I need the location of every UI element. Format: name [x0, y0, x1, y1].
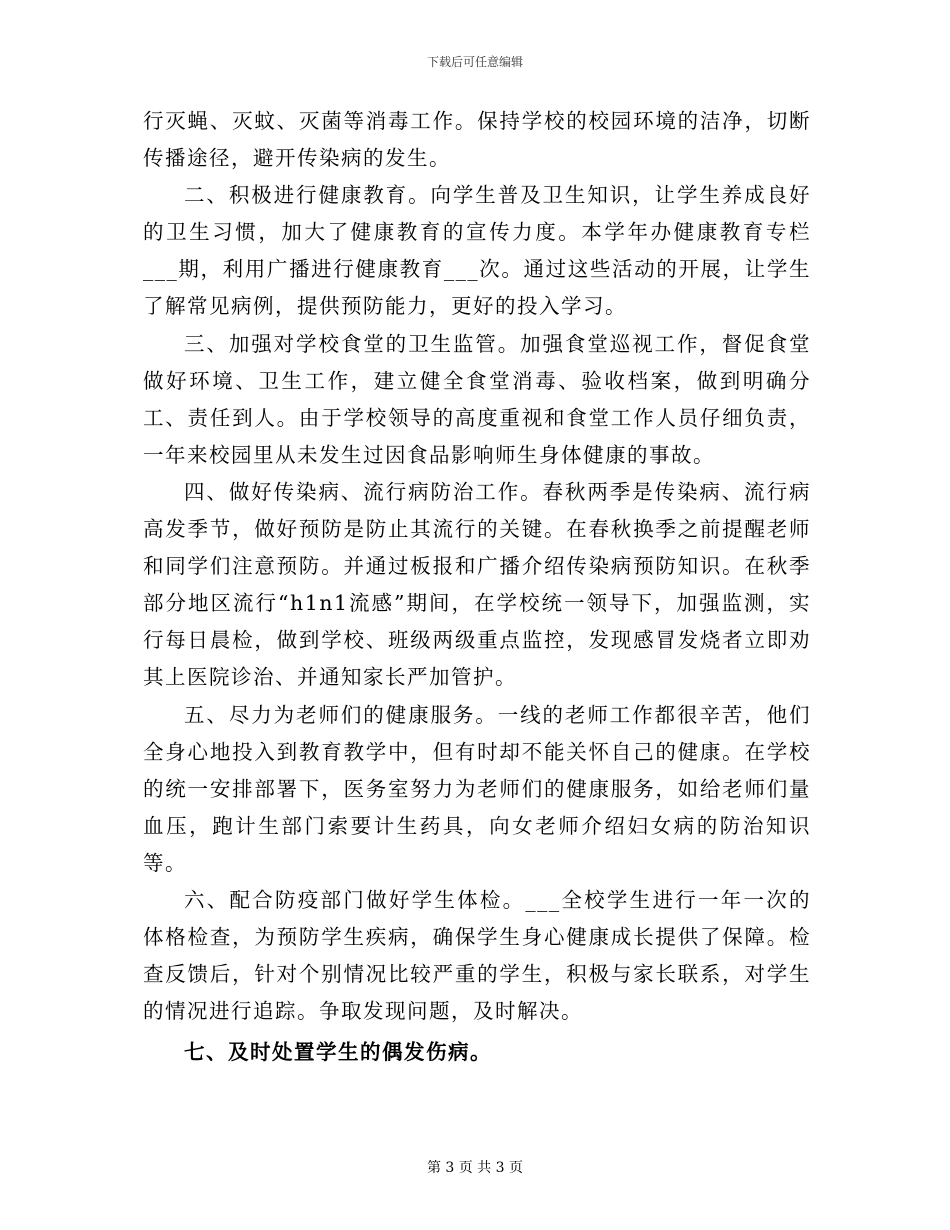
paragraph-teacher-health: 五、尽力为老师们的健康服务。一线的老师工作都很辛苦，他们全身心地投入到教育教学中，但有时却不能关怀自己的健康。在学校的统一安排部署下，医务室努力为老师们的健康服务，如给老师们量血压，跑计生部门索要计生药具，向女老师介绍妇女病的防治知识等。 [143, 702, 811, 875]
header-note: 下载后可任意编辑 [426, 55, 523, 69]
document-body [143, 103, 811, 1071]
paragraph-student-checkup: 六、配合防疫部门做好学生体检。___全校学生进行一年一次的体格检查，为预防学生疾病，确保学生身心健康成长提供了保障。检查反馈后，针对个别情况比较严重的学生，积极与家长联系，对学生的情况进行追踪。争取发现问题，及时解决。 [143, 887, 811, 1024]
page-number: 第 3 页 共 3 页 [426, 1160, 524, 1176]
paragraph-continuation: 行灭蝇、灭蚊、灭菌等消毒工作。保持学校的校园环境的洁净，切断传播途径，避开传染病的发生。 [143, 109, 811, 171]
paragraph-canteen-supervision: 三、加强对学校食堂的卫生监管。加强食堂巡视工作，督促食堂做好环境、卫生工作，建立健全食堂消毒、验收档案，做到明确分工、责任到人。由于学校领导的高度重视和食堂工作人员仔细负责，一年来校园里从未发生过因食品影响师生身体健康的事故。 [143, 331, 811, 467]
paragraph-health-education: 二、积极进行健康教育。向学生普及卫生知识，让学生养成良好的卫生习惯，加大了健康教育的宣传力度。本学年办健康教育专栏___期，利用广播进行健康教育___次。通过这些活动的开展，让学生了解常见病例，提供预防能力，更好的投入学习。 [143, 183, 811, 319]
paragraph-epidemic-prevention: 四、做好传染病、流行病防治工作。春秋两季是传染病、流行病高发季节，做好预防是防止其流行的关键。在春秋换季之前提醒老师和同学们注意预防。并通过板报和广播介绍传染病预防知识。在秋季部分地区流行“h1n1流感”期间，在学校统一领导下，加强监测，实行每日晨检，做到学校、班级两级重点监控，发现感冒发烧者立即劝其上医院诊治、并通知家长严加管护。 [143, 479, 811, 690]
section-heading-injury: 七、及时处置学生的偶发伤病。 [184, 1040, 492, 1065]
